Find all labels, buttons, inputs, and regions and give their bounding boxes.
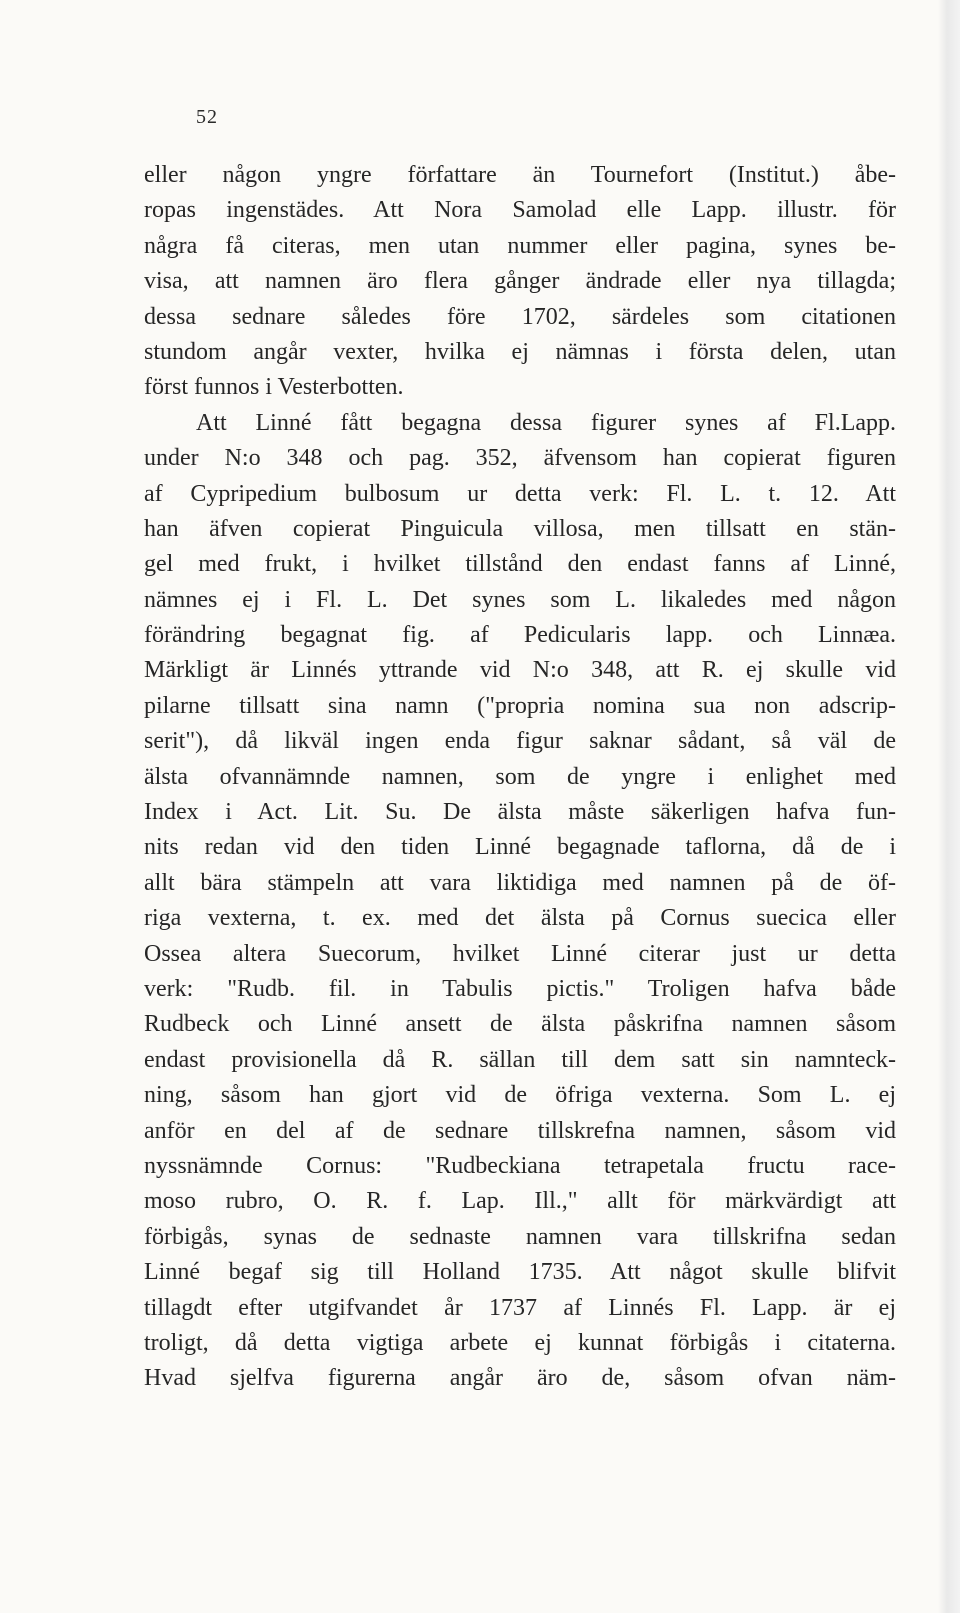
- text-line: Att Linné fått begagna dessa figurer synes af Fl.Lapp.: [196, 409, 896, 436]
- text-line: anför en del af de sednare tillskrefna namnen, såsom vid: [144, 1117, 896, 1144]
- text-line: endast provisionella då R. sällan till dem satt sin namnteck-: [144, 1046, 896, 1073]
- text-line: eller någon yngre författare än Tournefort (Institut.) åbe-: [144, 162, 896, 188]
- text-line: Ossea altera Suecorum, hvilket Linné citerar just ur detta: [144, 940, 896, 967]
- text-line: Märkligt är Linnés yttrande vid N:o 348, att R. ej skulle vid: [144, 657, 896, 684]
- text-line: moso rubro, O. R. f. Lap. Ill.," allt för märkvärdigt att: [144, 1188, 896, 1215]
- text-line: visa, att namnen äro flera gånger ändrade eller nya tillagda;: [144, 268, 896, 295]
- text-line: stundom angår vexter, hvilka ej nämnas i första delen, utan: [144, 338, 896, 365]
- text-line: förändring begagnat fig. af Pedicularis lapp. och Linnæa.: [144, 622, 896, 649]
- text-line: serit"), då likväl ingen enda figur saknar sådant, så väl de: [144, 728, 896, 755]
- text-line: han äfven copierat Pinguicula villosa, men tillsatt en stän-: [144, 515, 896, 542]
- text-line: några få citeras, men utan nummer eller pagina, synes be-: [144, 232, 896, 259]
- text-line: ning, såsom han gjort vid de öfriga vexterna. Som L. ej: [144, 1082, 896, 1109]
- text-line: dessa sednare således före 1702, särdeles som citationen: [144, 303, 896, 330]
- text-line: Linné begaf sig till Holland 1735. Att något skulle blifvit: [144, 1259, 896, 1286]
- page-edge-shadow: [938, 0, 960, 1613]
- body-text: [144, 158, 896, 1397]
- text-line: förbigås, synas de sednaste namnen vara tillskrifna sedan: [144, 1223, 896, 1250]
- text-line: riga vexterna, t. ex. med det älsta på Cornus suecica eller: [144, 905, 896, 932]
- text-line: verk: "Rudb. fil. in Tabulis pictis." Troligen hafva både: [144, 975, 896, 1002]
- text-line: ropas ingenstädes. Att Nora Samolad elle Lapp. illustr. för: [144, 197, 896, 224]
- text-line: först funnos i Vesterbotten.: [144, 374, 404, 401]
- text-line: tillagdt efter utgifvandet år 1737 af Linnés Fl. Lapp. är ej: [144, 1294, 896, 1321]
- text-line: Rudbeck och Linné ansett de älsta påskrifna namnen såsom: [144, 1011, 896, 1038]
- text-line: allt bära stämpeln att vara liktidiga med namnen på de öf-: [144, 869, 896, 896]
- text-line: älsta ofvannämnde namnen, som de yngre i enlighet med: [144, 763, 896, 790]
- text-line: nits redan vid den tiden Linné begagnade taflorna, då de i: [144, 834, 896, 861]
- text-line: nämnes ej i Fl. L. Det synes som L. likaledes med någon: [144, 586, 896, 613]
- page-number: 52: [196, 106, 218, 128]
- text-line: troligt, då detta vigtiga arbete ej kunnat förbigås i citaterna.: [144, 1329, 896, 1356]
- text-line: under N:o 348 och pag. 352, äfvensom han copierat figuren: [144, 445, 896, 472]
- text-line: nyssnämnde Cornus: "Rudbeckiana tetrapetala fructu race-: [144, 1152, 896, 1179]
- text-line: gel med frukt, i hvilket tillstånd den endast fanns af Linné,: [144, 551, 896, 578]
- text-line: Index i Act. Lit. Su. De älsta måste säkerligen hafva fun-: [144, 799, 896, 826]
- text-line: Hvad sjelfva figurerna angår äro de, såsom ofvan näm-: [144, 1365, 896, 1392]
- text-line: af Cypripedium bulbosum ur detta verk: Fl. L. t. 12. Att: [144, 480, 896, 507]
- text-line: pilarne tillsatt sina namn ("propria nomina sua non adscrip-: [144, 692, 896, 719]
